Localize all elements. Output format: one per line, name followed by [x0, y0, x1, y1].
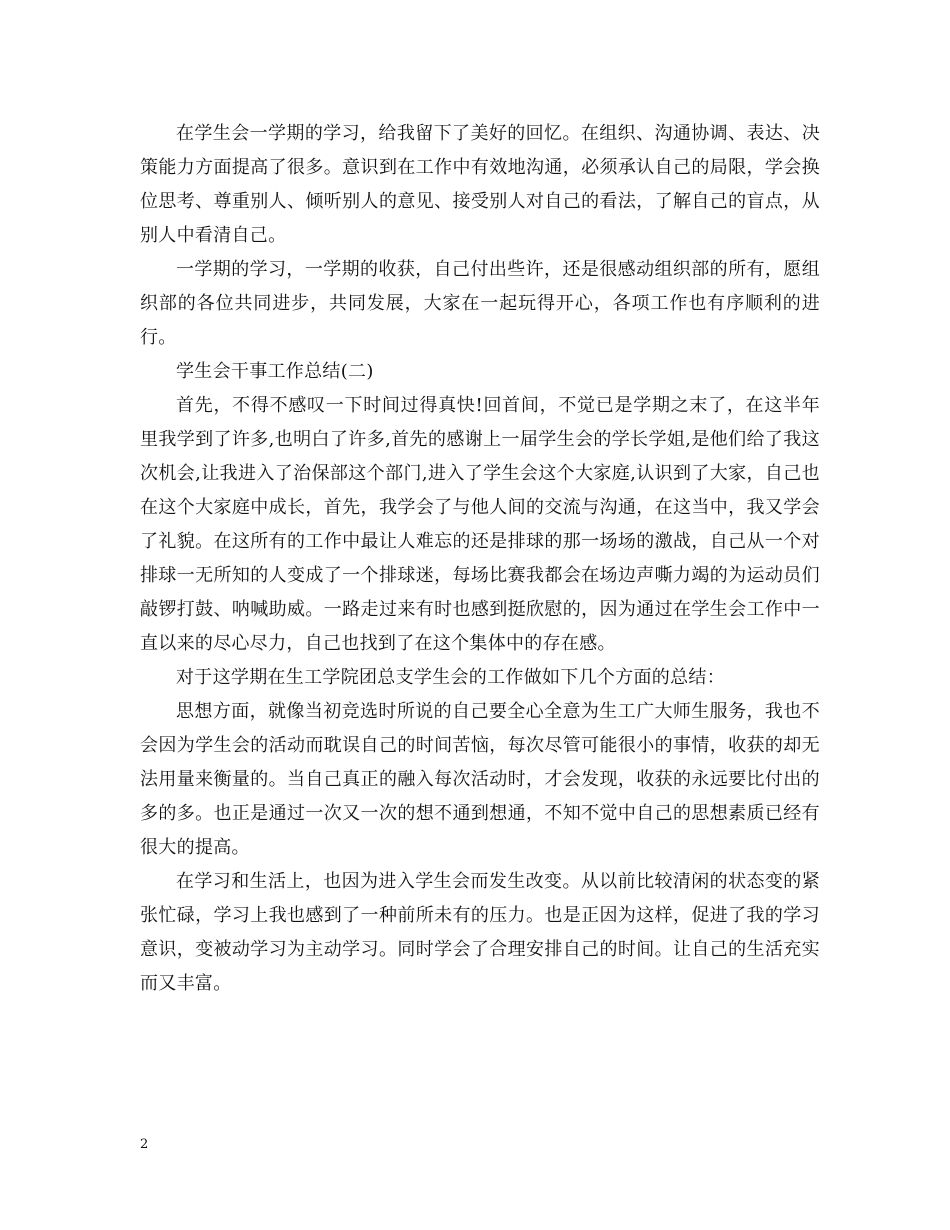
- page-number: 2: [140, 1137, 149, 1152]
- paragraph-6: 在学习和生活上，也因为进入学生会而发生改变。从以前比较清闲的状态变的紧张忙碌，学习上我也感到了一种前所未有的压力。也是正因为这样，促进了我的学习意识，变被动学习为主动学习。同时学会了合理安排自己的时间。让自己的生活充实而又丰富。: [140, 871, 820, 994]
- paragraph-1: 在学生会一学期的学习，给我留下了美好的回忆。在组织、沟通协调、表达、决策能力方面提高了很多。意识到在工作中有效地沟通，必须承认自己的局限，学会换位思考、尊重别人、倾听别人的意见、接受别人对自己的看法，了解自己的盲点，从别人中看清自己。: [140, 123, 820, 246]
- section-heading: 学生会干事工作总结(二): [176, 361, 374, 382]
- paragraph-5: 思想方面，就像当初竞选时所说的自己要全心全意为生工广大师生服务，我也不会因为学生会的活动而耽误自己的时间苦恼，每次尽管可能很小的事情，收获的却无法用量来衡量的。当自己真正的融入每次活动时，才会发现，收获的永远要比付出的多的多。也正是通过一次又一次的想不通到想通，不知不觉中自己的思想素质已经有很大的提高。: [140, 701, 820, 858]
- paragraph-4: 对于这学期在生工学院团总支学生会的工作做如下几个方面的总结：: [176, 667, 725, 688]
- document-body: [140, 117, 820, 1001]
- paragraph-3: 首先，不得不感叹一下时间过得真快!回首间，不觉已是学期之末了，在这半年里我学到了许多,也明白了许多,首先的感谢上一届学生会的学长学姐,是他们给了我这次机会,让我进入了治保部这个部门,进入了学生会这个大家庭,认识到了大家，自己也在这个大家庭中成长，首先，我学会了与他人间的交流与沟通，在这当中，我又学会了礼貌。在这所有的工作中最让人难忘的还是排球的那一场场的激战，自己从一个对排球一无所知的人变成了一个排球迷，每场比赛我都会在场边声嘶力竭的为运动员们敲锣打鼓、呐喊助威。一路走过来有时也感到挺欣慰的，因为通过在学生会工作中一直以来的尽心尽力，自己也找到了在这个集体中的存在感。: [140, 395, 820, 654]
- paragraph-2: 一学期的学习，一学期的收获，自己付出些许，还是很感动组织部的所有，愿组织部的各位共同进步，共同发展，大家在一起玩得开心，各项工作也有序顺利的进行。: [140, 259, 820, 348]
